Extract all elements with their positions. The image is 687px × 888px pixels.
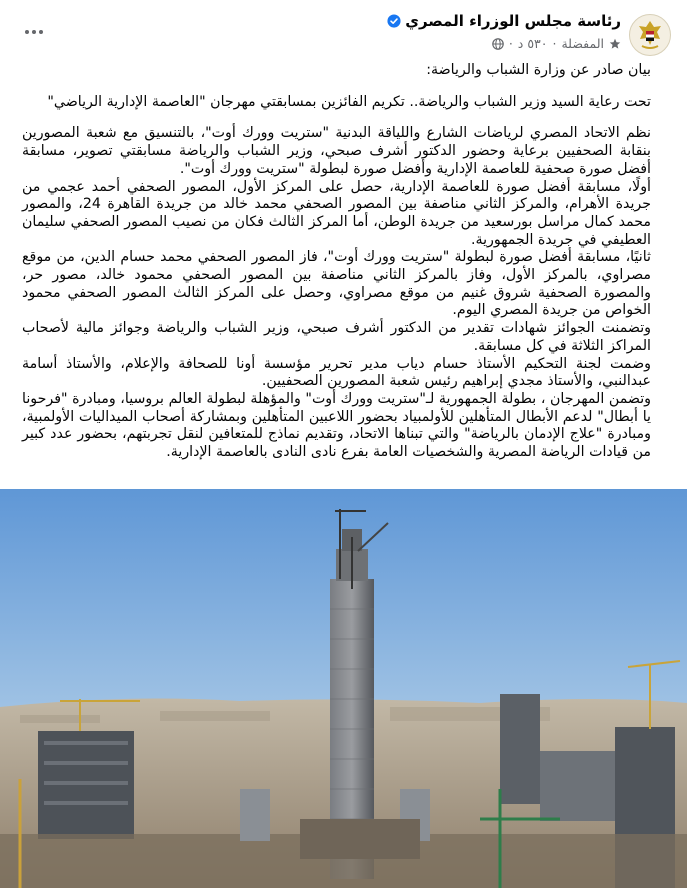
favorite-star-icon: [609, 38, 621, 50]
post-headline: تحت رعاية السيد وزير الشباب والرياضة.. تكريم الفائزين بمسابقتي مهرجان "العاصمة الإدارية الرياضي": [47, 93, 651, 110]
globe-icon[interactable]: [492, 38, 504, 50]
post-paragraph: ثانيًا، مسابقة أفضل صورة لبطولة "ستريت وورك أوت"، فاز المصور الصحفي محمد حسام الدين، من موقع مصراوي، بالمركز الأول، وفاز بالمركز الثاني مناصفة بين المصور الصحفي محمود خالد، مصور حر، والمصورة الصحفية شروق غنيم من موقع مصراوي، وحصل على المركز الثالث المصور الصحفي محمود الخواص من جريدة المصري اليوم.: [22, 249, 651, 319]
post-paragraph: وضمت لجنة التحكيم الأستاذ حسام دياب مدير تحرير مؤسسة أونا للصحافة والإعلام، والأستاذ أسامة عبدالنبي، والأستاذ مجدي إبراهيم رئيس شعبة المصورين الصحفيين.: [22, 355, 651, 390]
post-paragraph: أولًا، مسابقة أفضل صورة للعاصمة الإدارية، حصل على المركز الأول، المصور الصحفي أحمد عجمي من جريدة الأهرام، والمركز الثاني مناصفة بين المصور الصحفي محمد خالد من جريدة القاهرة 24، والمصور محمد كمال مراسل بورسعيد من جريدة الوطن، أما المركز الثالث فكان من نصيب المصور الصحفي سليمان العطيفي في جريدة الجمهورية.: [22, 178, 652, 248]
page-avatar[interactable]: [629, 14, 671, 56]
page-name[interactable]: [387, 12, 621, 30]
post-meta: [492, 36, 621, 51]
more-dot: [39, 30, 43, 34]
post-paragraph: نظم الاتحاد المصري لرياضات الشارع واللياقة البدنية "ستريت وورك أوت"، بالتنسيق مع شعبة المصورين بنقابة الصحفيين برعاية وحضور الدكتور أشرف صبحي، وزير الشباب والرياضة مسابقتي تصوير، مسابقة أفضل صورة صحفية للعاصمة الإدارية وأفضل صورة لبطولة "ستريت وورك أوت".: [22, 125, 651, 177]
more-options-button[interactable]: [20, 24, 48, 40]
page-name-text[interactable]: رئاسة مجلس الوزراء المصري: [405, 12, 621, 30]
meta-separator: ·: [508, 36, 513, 51]
post-intro: بيان صادر عن وزارة الشباب والرياضة:: [426, 62, 651, 78]
verified-badge-icon: [387, 14, 401, 28]
post-paragraph: وتضمنت الجوائز شهادات تقدير من الدكتور أشرف صبحي، وزير الشباب والرياضة وجوائز مالية لأصحاب المراكز الثلاثة في كل مسابقة.: [22, 320, 651, 354]
post-photo[interactable]: [0, 489, 687, 888]
post-time[interactable]: ٥٣٠ د: [517, 36, 548, 51]
spacer: [22, 80, 651, 94]
more-dot: [25, 30, 29, 34]
construction-skyline-image: [0, 489, 687, 888]
more-dot: [32, 30, 36, 34]
post-body: [22, 62, 651, 462]
spacer: [22, 111, 651, 125]
egypt-emblem-icon: [630, 15, 670, 55]
post-header: [0, 0, 687, 62]
favorite-label[interactable]: المفضلة: [561, 36, 604, 51]
post-paragraph: وتضمن المهرجان ، بطولة الجمهورية لـ"ستريت وورك أوت" والمؤهلة لبطولة العالم بروسيا، ومبادرة "فرحونا يا أبطال" لدعم الأبطال المتأهلين للأولمبياد بحضور اللاعبين المتأهلين وبمشاركة أصحاب الميداليات الأولمبية، ومبادرة "علاج الإدمان بالرياضة" والتي تبناها الاتحاد، وتقديم نماذج للمتعافين لنقل تجربتهم، بحضور عدد كبير من قيادات الرياضة المصرية والشخصيات العامة بفرع نادى النادى بالعاصمة الإدارية.: [22, 390, 651, 461]
meta-separator: ·: [552, 36, 557, 51]
